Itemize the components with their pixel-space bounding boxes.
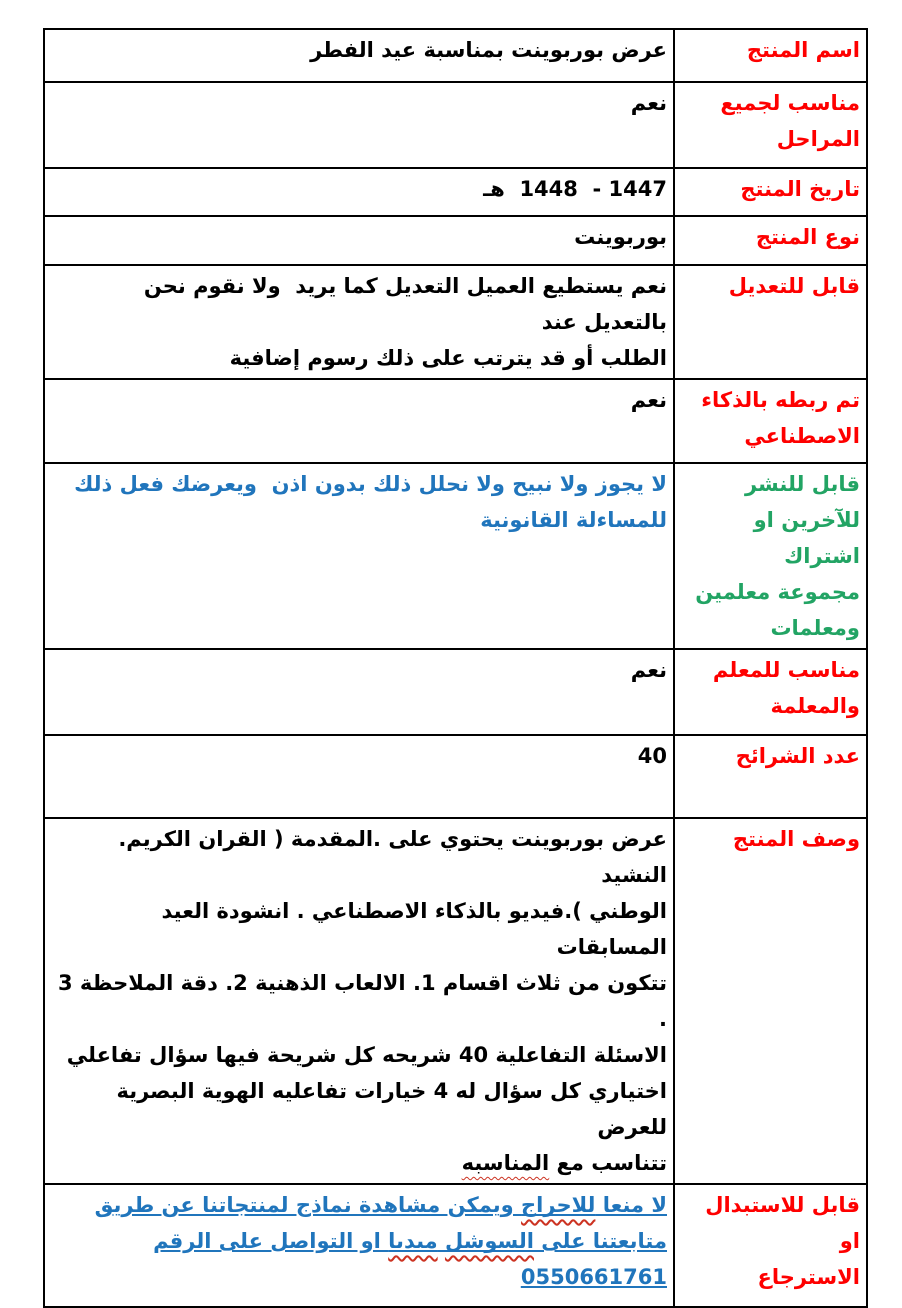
value-line xyxy=(49,893,667,965)
value-line xyxy=(49,1223,667,1259)
label-cell xyxy=(674,379,867,463)
label-cell xyxy=(674,168,867,216)
value-cell xyxy=(44,216,674,265)
label-line: نوع المنتج xyxy=(755,225,860,249)
value-cell xyxy=(44,818,674,1184)
value-line xyxy=(49,965,667,1037)
value-cell xyxy=(44,168,674,216)
label-cell xyxy=(674,29,867,82)
label-cell xyxy=(674,649,867,735)
value-cell xyxy=(44,29,674,82)
text-segment: بوربوينت xyxy=(574,225,667,249)
label-line: اسم المنتج xyxy=(746,38,860,62)
label-line: للآخرين او اشتراك xyxy=(746,508,860,568)
value-line xyxy=(49,1145,667,1181)
text-segment: تتناسب مع xyxy=(549,1151,667,1175)
text-segment: متابعتنا على xyxy=(533,1229,667,1253)
label-line: مناسب للمعلم xyxy=(712,658,860,682)
value-line xyxy=(49,1073,667,1145)
label-cell xyxy=(674,818,867,1184)
table-row xyxy=(44,379,867,463)
text-segment: عرض بوربوينت يحتوي على .المقدمة ( القران الكريم. النشيد xyxy=(103,827,667,887)
text-segment: نعم يستطيع العميل التعديل كما يريد ولا نقوم نحن بالتعديل عند xyxy=(129,274,667,334)
text-segment: 0550661761 xyxy=(520,1265,667,1289)
text-segment: نعم xyxy=(630,91,667,115)
value-line xyxy=(49,1187,667,1223)
misspelled-word: ميديا xyxy=(388,1229,438,1253)
misspelled-word: المناسبه xyxy=(461,1151,550,1175)
table-row xyxy=(44,168,867,216)
label-line: تم ربطه بالذكاء xyxy=(701,388,860,412)
text-segment xyxy=(438,1229,445,1253)
value-line xyxy=(49,821,667,893)
value-cell xyxy=(44,463,674,649)
text-segment: او التواصل على الرقم xyxy=(153,1229,389,1253)
text-segment: لا منعا xyxy=(595,1193,667,1217)
value-line xyxy=(49,652,667,688)
table-row xyxy=(44,649,867,735)
table-row xyxy=(44,463,867,649)
text-segment: نعم xyxy=(630,388,667,412)
label-line: المراحل xyxy=(776,127,860,151)
label-cell xyxy=(674,265,867,379)
value-cell xyxy=(44,265,674,379)
value-cell xyxy=(44,735,674,818)
text-segment: لا يجوز ولا نبيح ولا نحلل ذلك بدون اذن ويعرضك فعل ذلك xyxy=(74,472,667,496)
value-line xyxy=(49,466,667,502)
label-line: الاسترجاع xyxy=(757,1265,860,1289)
value-line xyxy=(49,85,667,121)
misspelled-word: للاحراج xyxy=(521,1193,596,1217)
table-row xyxy=(44,818,867,1184)
label-cell xyxy=(674,463,867,649)
table-body xyxy=(44,29,867,1307)
value-line xyxy=(49,171,667,207)
value-line xyxy=(49,219,667,255)
label-line: الاصطناعي xyxy=(744,424,860,448)
label-line: مجموعة معلمين xyxy=(695,580,860,604)
label-cell xyxy=(674,216,867,265)
table-row xyxy=(44,216,867,265)
label-line: قابل للتعديل xyxy=(728,274,860,298)
value-cell xyxy=(44,82,674,168)
label-cell xyxy=(674,82,867,168)
value-line xyxy=(49,340,667,376)
text-segment: الاسئلة التفاعلية 40 شريحه كل شريحة فيها سؤال تفاعلي xyxy=(66,1043,667,1067)
product-info-table xyxy=(43,28,868,1308)
text-segment: للمساءلة القانونية xyxy=(480,508,667,532)
label-line: قابل للنشر xyxy=(744,472,860,496)
value-cell xyxy=(44,1184,674,1307)
value-line xyxy=(49,382,667,418)
value-cell xyxy=(44,649,674,735)
value-line xyxy=(49,502,667,538)
table-row xyxy=(44,1184,867,1307)
label-line: وصف المنتج xyxy=(732,827,860,851)
text-segment: نعم xyxy=(630,658,667,682)
value-line xyxy=(49,1037,667,1073)
label-cell xyxy=(674,735,867,818)
value-line xyxy=(49,32,667,68)
table-row xyxy=(44,735,867,818)
label-line: تاريخ المنتج xyxy=(740,177,860,201)
misspelled-word: السوشل xyxy=(444,1229,534,1253)
table-row xyxy=(44,82,867,168)
value-cell xyxy=(44,379,674,463)
label-line: مناسب لجميع xyxy=(720,91,860,115)
label-line: ومعلمات xyxy=(770,616,860,640)
phone-number xyxy=(49,1259,667,1295)
text-segment: عرض بوربوينت بمناسبة عيد الفطر xyxy=(310,38,667,62)
table-row xyxy=(44,265,867,379)
text-segment: الوطني ).فيديو بالذكاء الاصطناعي . انشودة العيد المسابقات xyxy=(154,899,667,959)
text-segment: تتكون من ثلاث اقسام 1. الالعاب الذهنية 2. دقة الملاحظة 3 . xyxy=(50,971,667,1031)
text-segment: 1447 - 1448 هـ xyxy=(483,177,667,201)
value-line xyxy=(49,268,667,340)
table-row xyxy=(44,29,867,82)
label-line: قابل للاستبدال او xyxy=(697,1193,860,1253)
text-segment: اختياري كل سؤال له 4 خيارات تفاعليه الهوية البصرية للعرض xyxy=(109,1079,667,1139)
text-segment: 40 xyxy=(637,744,667,768)
text-segment: ويمكن مشاهدة نماذج لمنتجاتنا عن طريق xyxy=(94,1193,522,1217)
phone-number xyxy=(49,738,667,774)
text-segment: الطلب أو قد يترتب على ذلك رسوم إضافية xyxy=(229,346,667,370)
label-cell xyxy=(674,1184,867,1307)
label-line: عدد الشرائح xyxy=(735,744,860,768)
label-line: والمعلمة xyxy=(770,694,860,718)
